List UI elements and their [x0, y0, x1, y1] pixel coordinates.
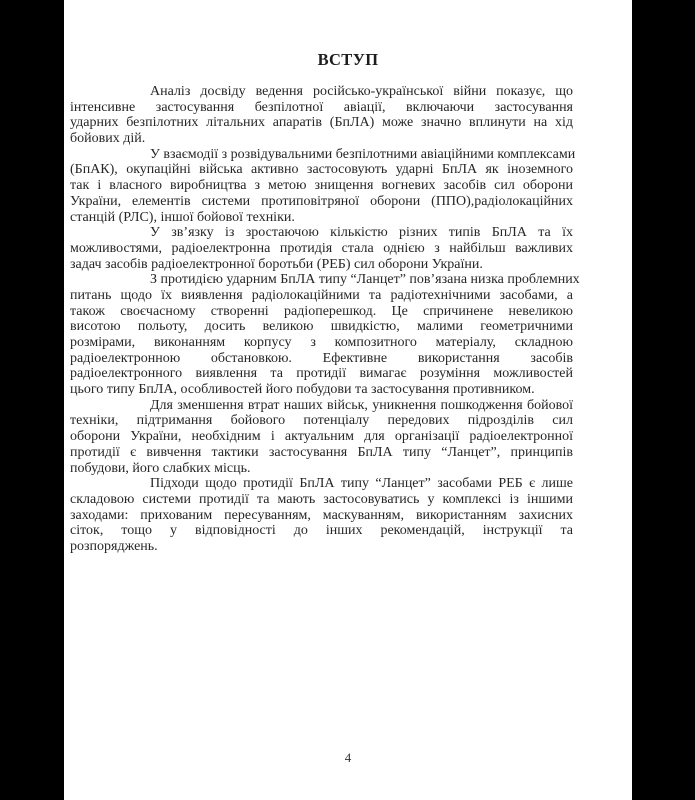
text-line: (БпАК), окупаційні війська активно застосовують ударні БпЛА як іноземного — [70, 162, 573, 178]
text-line: протидії є вивчення тактики застосування БпЛА типу “Ланцет”, принципів — [70, 444, 573, 460]
text-line: радіоелектронною обстановкою. Ефективне використання засобів — [70, 350, 573, 366]
text-line: складовою системи протидії та мають застосовуватись у комплексі із іншими — [70, 491, 573, 507]
text-line: Аналіз досвіду ведення російсько-української війни показує, що — [150, 84, 573, 99]
text-line: висотою польоту, досить великою швидкістю, малими геометричними — [70, 319, 573, 335]
text-line: розмірами, виконанням корпусу з композитного матеріалу, складною — [70, 335, 573, 350]
text-line: цього типу БпЛА, особливостей його побудови та застосування противником. — [70, 382, 535, 398]
page-title: ВСТУП — [317, 50, 379, 69]
text-line: задач засобів радіоелектронної боротьби (РЕБ) сил оборони України. — [70, 256, 483, 272]
document-body — [70, 84, 580, 555]
text-line: питань щодо їх виявлення радіолокаційними та радіотехнічними засобами, а — [70, 287, 573, 303]
text-line: радіоелектронного виявлення та протидії вимагає розуміння можливостей — [70, 366, 573, 382]
text-line: У зв’язку із зростаючою кількістю різних типів БпЛА та їх — [150, 225, 573, 241]
page-number: 4 — [344, 750, 352, 765]
text-line: сіток, тощо у відповідності до інших рекомендацій, інструкції та — [70, 523, 573, 539]
text-line: З протидією ударним БпЛА типу “Ланцет” пов’язана низка проблемних — [150, 272, 580, 288]
text-line: станцій (РЛС), іншої бойової техніки. — [70, 209, 295, 225]
text-line: ударних безпілотних літальних апаратів (БпЛА) може значно вплинути на хід — [70, 115, 573, 131]
text-line: України, елементів системи протиповітряної оборони (ППО),радіолокаційних — [70, 193, 573, 209]
text-line: побудови, його слабких місць. — [70, 460, 251, 476]
text-line: Для зменшення втрат наших військ, уникнення пошкодження бойової — [150, 397, 573, 413]
text-line: техніки, підтримання бойового потенціалу передових підрозділів сил — [70, 413, 573, 429]
text-line: Підходи щодо протидії БпЛА типу “Ланцет” засобами РЕБ є лише — [150, 476, 573, 492]
text-line: інтенсивне застосування безпілотної авіації, включаючи застосування — [70, 99, 573, 115]
text-line: У взаємодії з розвідувальними безпілотними авіаційними комплексами — [150, 146, 576, 162]
text-line: бойових дій. — [70, 131, 146, 147]
text-line: оборони України, необхідним і актуальним для організації радіоелектронної — [70, 429, 573, 445]
text-line: можливостями, радіоелектронна протидія стала однією з найбільш важливих — [70, 240, 573, 256]
document-page — [64, 0, 632, 800]
text-line: також своєчасному створенні радіоперешкод. Це спричинене невеликою — [70, 303, 573, 319]
text-line: розпоряджень. — [70, 538, 158, 554]
text-line: заходами: прихованим пересуванням, маскуванням, використанням захисних — [70, 507, 573, 523]
text-line: так і власного виробництва з метою знищення вогневих засобів сил оборони — [70, 178, 573, 194]
